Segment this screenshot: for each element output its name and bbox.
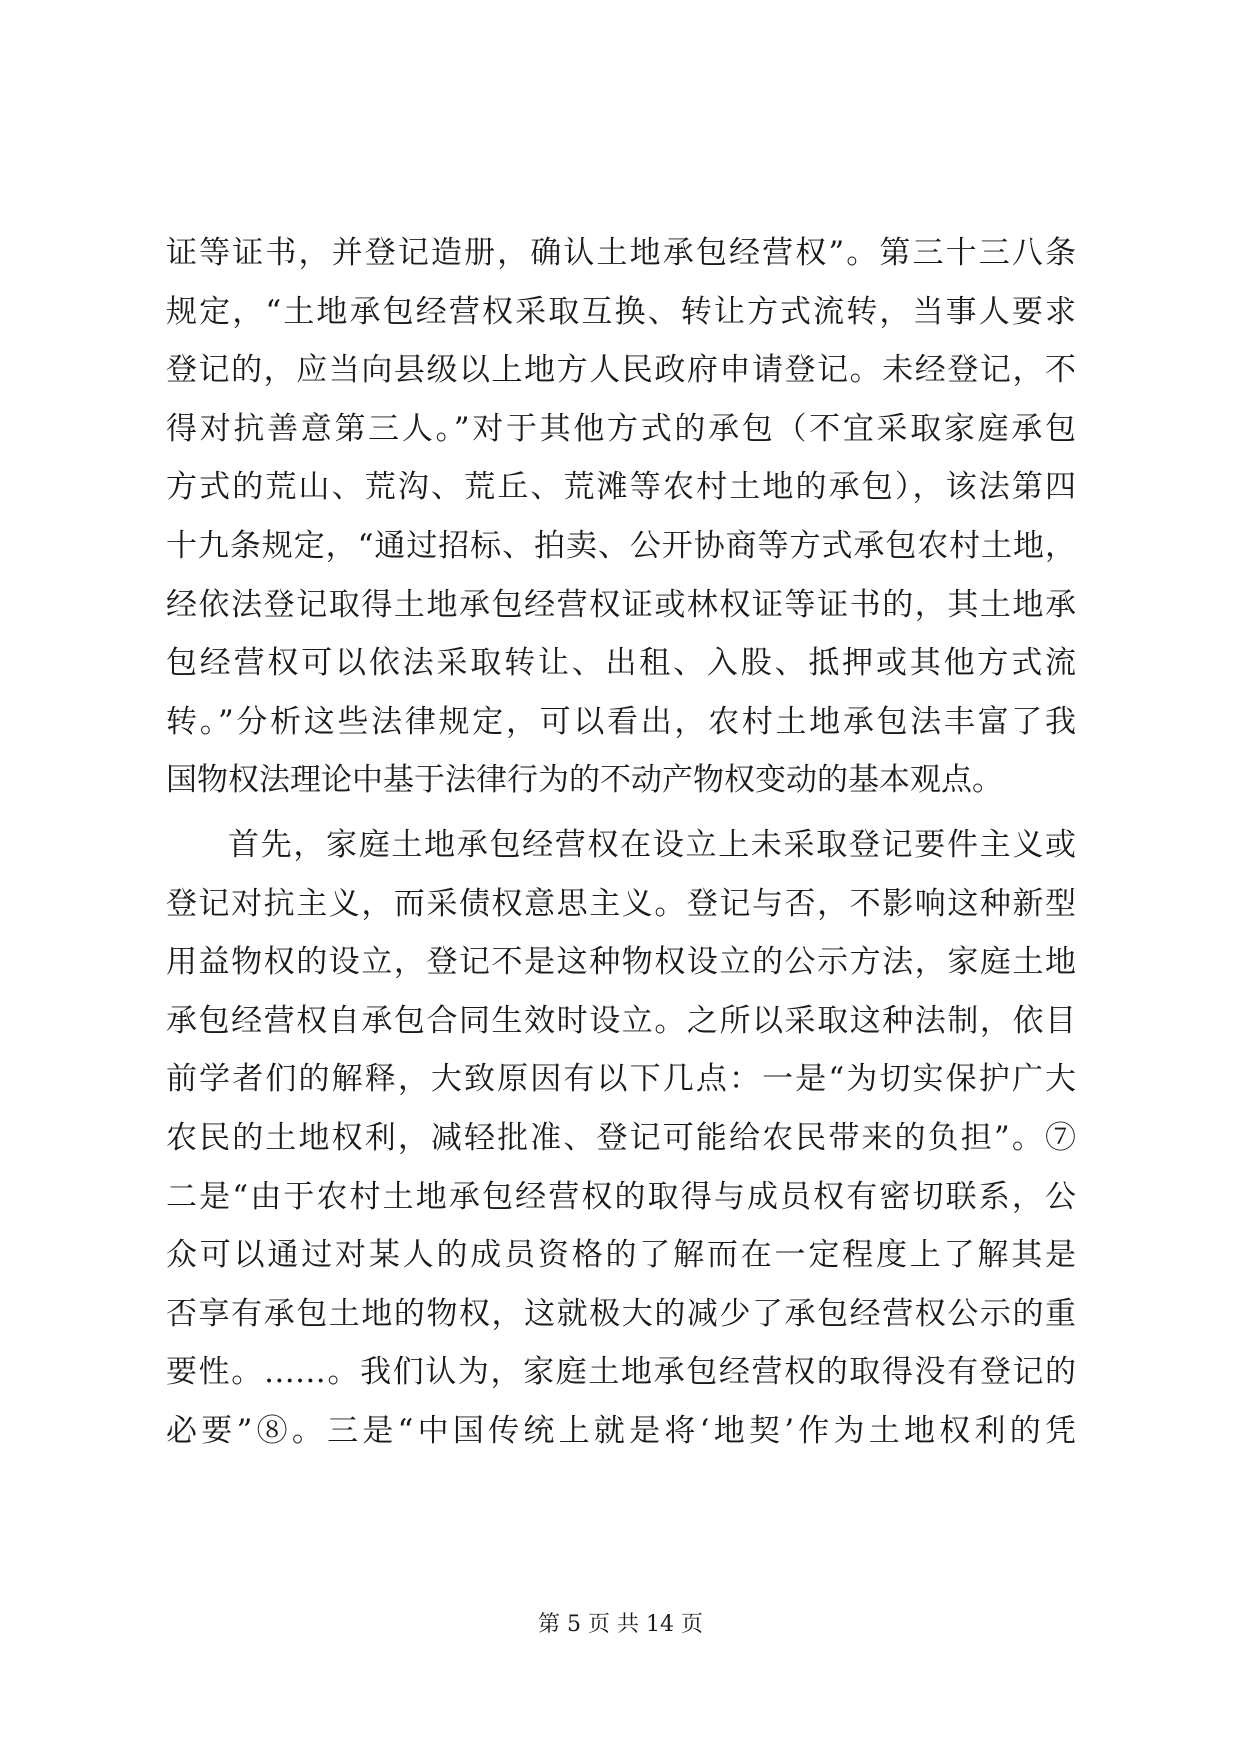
text-line: 规定，“土地承包经营权采取互换、转让方式流转，当事人要求 [166,293,1076,330]
page-number-footer: 第 5 页 共 14 页 [538,1612,703,1637]
text-line: 农民的土地权利，减轻批准、登记可能给农民带来的负担”。⑦ [166,1119,1076,1156]
paragraph-2 [166,816,1076,1461]
text-line: 否享有承包土地的物权，这就极大的减少了承包经营权公示的重 [166,1295,1076,1332]
document-body [166,224,1076,1460]
text-line: 必要”⑧。三是“中国传统上就是将‘地契’作为土地权利的凭 [166,1412,1076,1449]
text-line: 前学者们的解释，大致原因有以下几点：一是“为切实保护广大 [166,1061,1076,1098]
text-line: 二是“由于农村土地承包经营权的取得与成员权有密切联系，公 [166,1178,1076,1215]
text-line: 用益物权的设立，登记不是这种物权设立的公示方法，家庭土地 [166,944,1076,981]
text-line: 证等证书，并登记造册，确认土地承包经营权”。第三十三八条 [166,235,1076,271]
text-line: 国物权法理论中基于法律行为的不动产物权变动的基本观点。 [166,762,1003,799]
text-line: 要性。……。我们认为，家庭土地承包经营权的取得没有登记的 [166,1354,1076,1391]
text-line: 包经营权可以依法采取转让、出租、入股、抵押或其他方式流 [166,645,1076,682]
text-line: 方式的荒山、荒沟、荒丘、荒滩等农村土地的承包），该法第四 [166,469,1076,506]
text-line: 首先，家庭土地承包经营权在设立上未采取登记要件主义或 [228,826,1076,863]
text-line: 转。”分析这些法律规定，可以看出，农村土地承包法丰富了我 [166,703,1076,740]
text-line: 得对抗善意第三人。”对于其他方式的承包（不宜采取家庭承包 [166,410,1076,447]
text-line: 十九条规定，“通过招标、拍卖、公开协商等方式承包农村土地， [166,527,1076,564]
text-line: 众可以通过对某人的成员资格的了解而在一定程度上了解其是 [166,1237,1076,1274]
text-line: 承包经营权自承包合同生效时设立。之所以采取这种法制，依目 [166,1002,1076,1039]
text-line: 登记对抗主义，而采债权意思主义。登记与否，不影响这种新型 [166,885,1076,922]
text-line: 经依法登记取得土地承包经营权证或林权证等证书的，其土地承 [166,586,1076,623]
paragraph-1 [166,224,1076,810]
text-line: 登记的，应当向县级以上地方人民政府申请登记。未经登记，不 [166,352,1076,389]
